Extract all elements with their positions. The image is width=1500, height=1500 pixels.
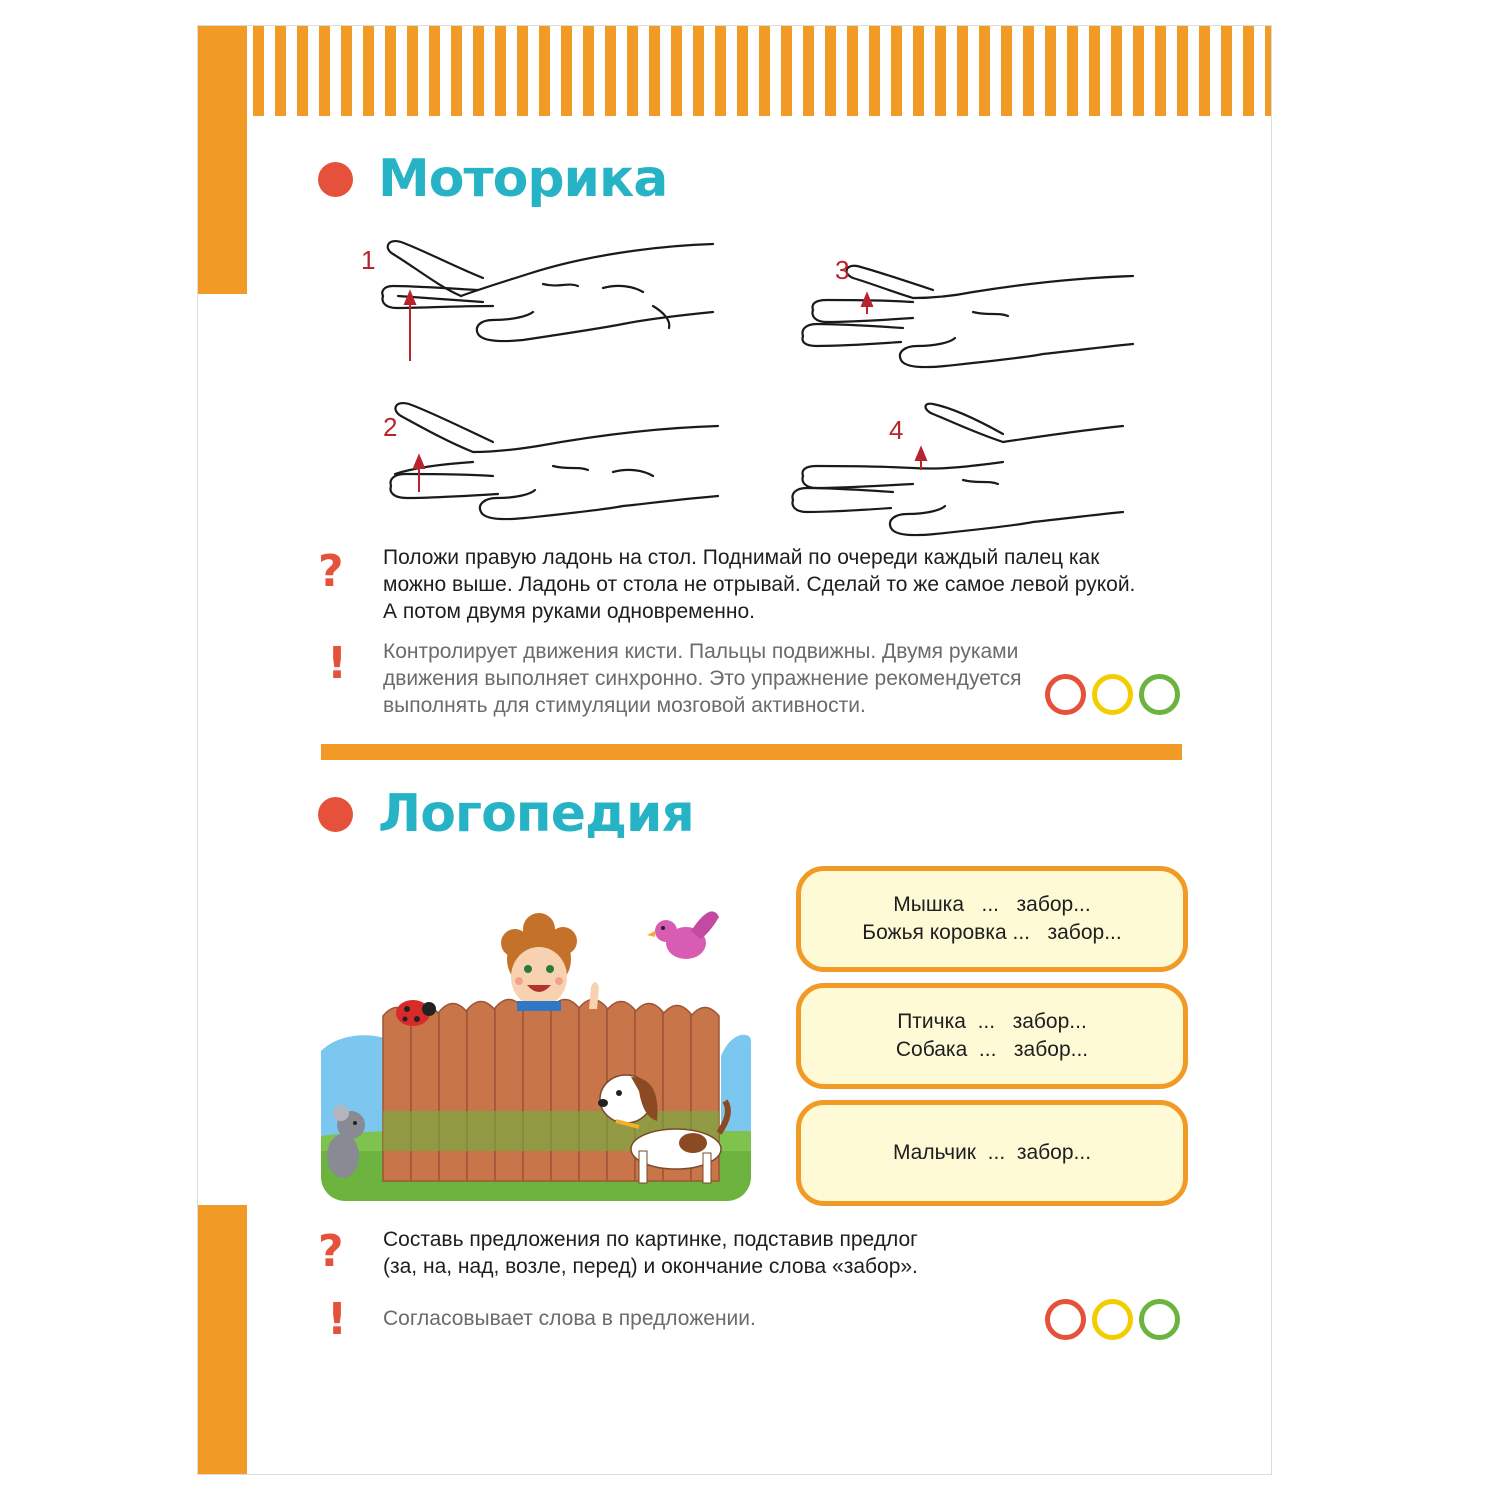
- red-ring[interactable]: [1045, 1299, 1086, 1340]
- left-orange-bar-bottom: [198, 1205, 247, 1474]
- section-heading-logopedia: [318, 784, 694, 844]
- top-stripe-border: [198, 26, 1271, 116]
- exclamation-mark-icon: !: [327, 1294, 348, 1345]
- bullet-dot-icon: [318, 797, 353, 832]
- hand-step-2: [391, 403, 718, 519]
- step-number-1: 1: [361, 245, 376, 275]
- red-ring[interactable]: [1045, 674, 1086, 715]
- yellow-ring[interactable]: [1092, 674, 1133, 715]
- sentence-box-2: Птичка ... забор... Собака ... забор...: [796, 983, 1188, 1089]
- green-ring[interactable]: [1139, 674, 1180, 715]
- assessment-rings: [1045, 674, 1180, 715]
- step-number-2: 2: [383, 412, 398, 442]
- question-mark-icon: ?: [318, 546, 344, 597]
- logopedia-note: Согласовывает слова в предложении.: [383, 1307, 756, 1330]
- section-heading-motorika: [318, 149, 667, 209]
- step-number-4: 4: [889, 415, 904, 445]
- exclamation-mark-icon: !: [327, 638, 348, 689]
- left-orange-bar-top: [198, 26, 247, 294]
- section-divider: [321, 744, 1182, 760]
- motorika-task: Положи правую ладонь на стол. Поднимай по очереди каждый палец как можно выше. Ладонь от стола не отрывай. Сделай то же самое левой рукой. А потом двумя руками одновременно.: [383, 546, 1136, 623]
- assessment-rings: [1045, 1299, 1180, 1340]
- logopedia-task: Составь предложения по картинке, подставив предлог (за, на, над, возле, перед) и окончание слова «забор».: [383, 1228, 918, 1278]
- worksheet-page: [197, 25, 1272, 1475]
- step-number-3: 3: [835, 255, 850, 285]
- green-ring[interactable]: [1139, 1299, 1180, 1340]
- hand-step-4: [793, 404, 1123, 535]
- section-title: Моторика: [378, 149, 668, 209]
- question-mark-icon: ?: [318, 1226, 344, 1277]
- sentence-box-1: Мышка ... забор... Божья коровка ... забор...: [796, 866, 1188, 972]
- sentence-box-3: Мальчик ... забор...: [796, 1100, 1188, 1206]
- finger-exercise-illustration: [353, 216, 1153, 546]
- bullet-dot-icon: [318, 162, 353, 197]
- hand-step-3: [803, 266, 1133, 367]
- fence-scene-illustration: [321, 881, 751, 1201]
- hand-step-1: [382, 241, 713, 341]
- yellow-ring[interactable]: [1092, 1299, 1133, 1340]
- section-title: Логопедия: [378, 784, 694, 844]
- motorika-note: Контролирует движения кисти. Пальцы подвижны. Двумя руками движения выполняет синхронно. Это упражнение рекомендуется выполнять для стимуляции мозговой активности.: [383, 640, 1022, 717]
